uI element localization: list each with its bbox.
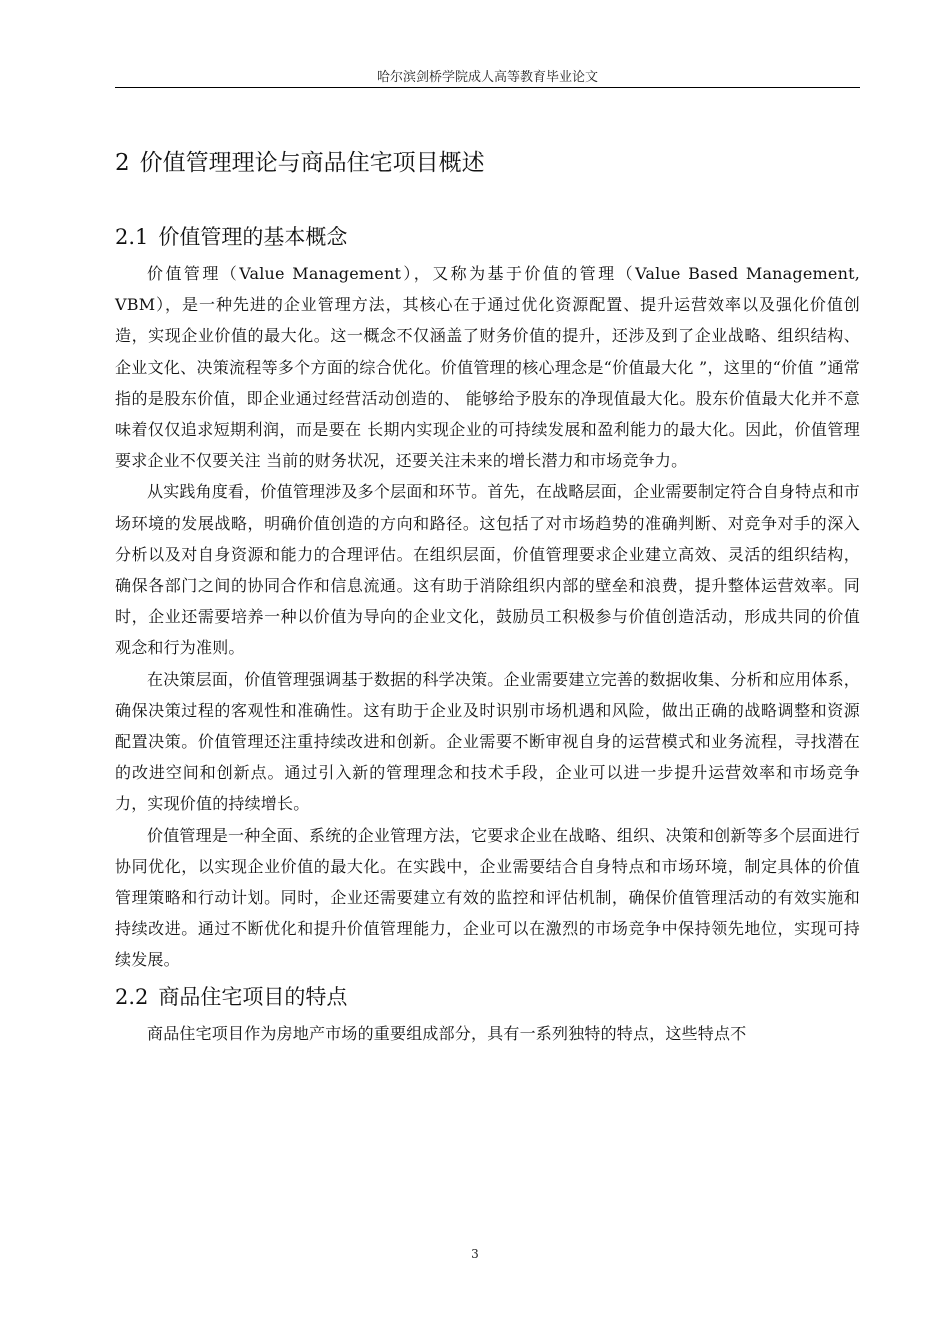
section-heading-2-2 (115, 976, 860, 1018)
page-body (115, 140, 860, 1049)
paragraph-2: 从实践角度看，价值管理涉及多个层面和环节。首先，在战略层面，企业需要制定符合自身特点和市场环境的发展战略，明确价值创造的方向和路径。这包括了对市场趋势的准确判断、对竞争对手的深入分析以及对自身资源和能力的合理评估。在组织层面，价值管理要求企业建立高效、灵活的组织结构，确保各部门之间的协同合作和信息流通。这有助于消除组织内部的壁垒和浪费，提升整体运营效率。同时，企业还需要培养一种以价值为导向的企业文化，鼓励员工积极参与价值创造活动，形成共同的价值观念和行为准则。 (115, 482, 860, 658)
section-title: 价值管理的基本概念 (158, 225, 348, 249)
chapter-title: 价值管理理论与商品住宅项目概述 (139, 150, 485, 176)
paragraph-1: 价值管理（Value Management），又称为基于价值的管理（Value Based Management, VBM），是一种先进的企业管理方法，其核心在于通过优化资源配置、提升运营效率以及强化价值创造，实现企业价值的最大化。这一概念不仅涵盖了财务价值的提升，还涉及到了企业战略、组织结构、企业文化、决策流程等多个方面的综合优化。价值管理的核心理念是“价值最大化 ”，这里的“价值 ”通常指的是股东价值，即企业通过经营活动创造的、 能够给予股东的净现值最大化。股东价值最大化并不意味着仅仅追求短期利润，而是要在 长期内实现企业的可持续发展和盈利能力的最大化。因此，价值管理要求企业不仅要关注 当前的财务状况，还要关注未来的增长潜力和市场竞争力。 (115, 264, 860, 471)
paragraph-3: 在决策层面，价值管理强调基于数据的科学决策。企业需要建立完善的数据收集、分析和应用体系，确保决策过程的客观性和准确性。这有助于企业及时识别市场机遇和风险，做出正确的战略调整和资源配置决策。价值管理还注重持续改进和创新。企业需要不断审视自身的运营模式和业务流程，寻找潜在的改进空间和创新点。通过引入新的管理理念和技术手段，企业可以进一步提升运营效率和市场竞争力，实现价值的持续增长。 (115, 669, 860, 814)
paragraph-5: 商品住宅项目作为房地产市场的重要组成部分，具有一系列独特的特点，这些特点不 (147, 1023, 747, 1043)
chapter-heading (115, 140, 860, 186)
page-number: 3 (471, 1247, 479, 1261)
section-number: 2.1 (115, 225, 149, 249)
section-title: 商品住宅项目的特点 (158, 984, 348, 1009)
running-header: 哈尔滨剑桥学院成人高等教育毕业论文 (376, 70, 598, 85)
header-rule (115, 87, 860, 88)
chapter-number: 2 (115, 150, 130, 176)
section-heading-2-1 (115, 216, 860, 258)
section-number: 2.2 (115, 984, 149, 1009)
paragraph-4: 价值管理是一种全面、系统的企业管理方法，它要求企业在战略、组织、决策和创新等多个层面进行协同优化，以实现企业价值的最大化。在实践中，企业需要结合自身特点和市场环境，制定具体的价值管理策略和行动计划。同时，企业还需要建立有效的监控和评估机制，确保价值管理活动的有效实施和持续改进。通过不断优化和提升价值管理能力，企业可以在激烈的市场竞争中保持领先地位，实现可持续发展。 (115, 825, 860, 970)
